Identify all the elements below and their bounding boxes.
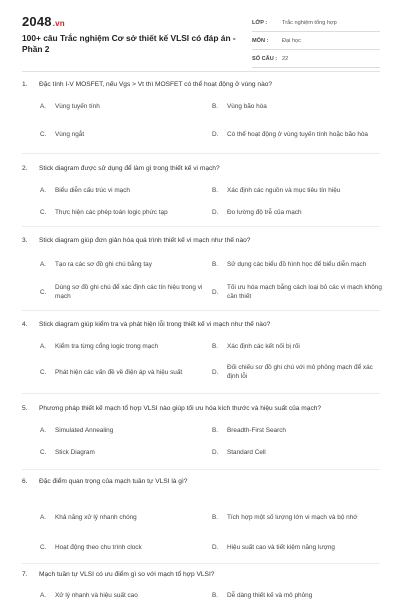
question-stem: Mạch tuần tự VLSI có ưu điểm gì so với mạch tổ hợp VLSI? [39, 571, 215, 578]
question-text [22, 404, 380, 413]
question-number: 5. [22, 405, 28, 412]
option-text: Đối chiếu sơ đồ ghi chú với mô phỏng mạch để xác định lỗi [227, 364, 373, 380]
option-text: Xác định các nguồn và mục tiêu tín hiệu [227, 186, 341, 194]
option-a[interactable] [40, 422, 212, 438]
option-text: Stick Diagram [55, 448, 95, 456]
option-text: Sử dụng các biểu đồ hình học để biểu diễn mạch [227, 260, 367, 268]
question-number: 4. [22, 321, 28, 328]
option-c[interactable] [40, 539, 212, 555]
option-c[interactable] [40, 362, 212, 382]
option-c[interactable] [40, 124, 212, 144]
logo-suffix: .vn [52, 19, 65, 28]
option-letter: A. [40, 260, 47, 268]
option-letter: B. [212, 342, 219, 350]
option-b[interactable] [212, 254, 384, 274]
meta-value: Trắc nghiệm tổng hợp [282, 19, 337, 26]
meta-key: SỐ CÂU : [252, 55, 278, 62]
option-text: Vùng tuyến tính [55, 102, 100, 110]
option-letter: C. [40, 368, 47, 376]
option-b[interactable] [212, 182, 384, 198]
option-d[interactable] [212, 204, 384, 220]
option-text: Đo lường độ trễ của mạch [227, 208, 302, 216]
option-letter: D. [212, 208, 219, 216]
option-b[interactable] [212, 590, 384, 600]
option-d[interactable] [212, 124, 384, 144]
option-letter: A. [40, 186, 47, 194]
question-divider [22, 563, 380, 564]
option-text: Simulated Annealing [55, 426, 114, 434]
option-letter: A. [40, 513, 47, 521]
option-letter: C. [40, 208, 47, 216]
option-a[interactable] [40, 338, 212, 354]
option-a[interactable] [40, 182, 212, 198]
option-text: Xác định các kết nối bị rối [227, 342, 300, 350]
question-stem: Stick diagram được sử dụng để làm gì trong thiết kế vi mạch? [39, 165, 220, 172]
meta-row-subject [252, 32, 380, 50]
option-letter: C. [40, 288, 47, 296]
option-letter: A. [40, 426, 47, 434]
question-text [22, 80, 380, 89]
question-text [22, 236, 380, 245]
option-letter: D. [212, 543, 219, 551]
option-letter: B. [212, 260, 219, 268]
option-text: Vùng bão hòa [227, 102, 267, 110]
option-letter: D. [212, 368, 219, 376]
question-stem: Phương pháp thiết kế mạch tổ hợp VLSI nào giúp tối ưu hóa kích thước và hiệu suất của mạch? [39, 405, 322, 412]
option-d[interactable] [212, 362, 384, 382]
logo-text: 2048 [22, 14, 52, 29]
option-text: Dễ dàng thiết kế và mô phỏng [227, 591, 313, 599]
option-d[interactable] [212, 539, 384, 555]
option-letter: D. [212, 130, 219, 138]
option-text: Xử lý nhanh và hiệu suất cao [55, 591, 138, 599]
question-number: 3. [22, 237, 28, 244]
option-text: Hiệu suất cao và tiết kiệm năng lượng [227, 543, 335, 551]
option-b[interactable] [212, 338, 384, 354]
option-a[interactable] [40, 590, 212, 600]
question-text [22, 477, 380, 486]
option-c[interactable] [40, 444, 212, 460]
question-stem: Đặc điểm quan trọng của mạch tuần tự VLSI là gì? [39, 478, 188, 485]
question-number: 2. [22, 165, 28, 172]
option-text: Breadth-First Search [227, 426, 286, 434]
option-text: Thực hiện các phép toán logic phức tạp [55, 208, 168, 216]
option-c[interactable] [40, 282, 212, 302]
option-text: Standard Cell [227, 448, 266, 456]
option-text: Tạo ra các sơ đồ ghi chú bằng tay [55, 260, 152, 268]
meta-value: 22 [282, 55, 289, 62]
question-divider [22, 153, 380, 154]
meta-row-class [252, 14, 380, 32]
option-a[interactable] [40, 507, 212, 527]
question-divider [22, 310, 380, 311]
document-title: 100+ câu Trắc nghiệm Cơ sở thiết kế VLSI có đáp án - Phần 2 [22, 33, 236, 54]
site-logo[interactable] [22, 14, 65, 29]
option-text: Tích hợp một số lượng lớn vi mạch và bộ nhớ [227, 513, 358, 521]
option-d[interactable] [212, 444, 384, 460]
document-meta [252, 14, 380, 68]
option-letter: D. [212, 448, 219, 456]
question-stem: Đặc tính I-V MOSFET, nếu Vgs > Vt thì MOSFET có thể hoạt động ở vùng nào? [39, 81, 273, 88]
option-c[interactable] [40, 204, 212, 220]
option-letter: C. [40, 130, 47, 138]
question-divider [22, 226, 380, 227]
meta-key: MÔN : [252, 37, 269, 44]
option-letter: A. [40, 591, 47, 599]
option-a[interactable] [40, 98, 212, 114]
option-text: Biểu diễn cấu trúc vi mạch [55, 186, 130, 194]
meta-key: LỚP : [252, 19, 268, 26]
option-letter: C. [40, 543, 47, 551]
header-divider [22, 71, 380, 72]
question-number: 6. [22, 478, 28, 485]
option-text: Có thể hoạt động ở vùng tuyến tính hoặc bão hòa [227, 130, 368, 138]
question-divider [22, 469, 380, 470]
option-letter: B. [212, 426, 219, 434]
option-d[interactable] [212, 282, 384, 302]
question-divider [22, 393, 380, 394]
option-text: Kiểm tra từng cổng logic trong mạch [55, 342, 159, 350]
question-stem: Stick diagram giúp kiểm tra và phát hiện lỗi trong thiết kế vi mạch như thế nào? [39, 321, 271, 328]
option-text: Dùng sơ đồ ghi chú để xác định các tín hiệu trong vi mạch [55, 284, 203, 300]
question-number: 7. [22, 571, 28, 578]
option-letter: B. [212, 102, 219, 110]
option-a[interactable] [40, 254, 212, 274]
option-letter: B. [212, 513, 219, 521]
option-letter: B. [212, 591, 219, 599]
option-text: Khả năng xử lý nhanh chóng [55, 513, 137, 521]
option-letter: D. [212, 288, 219, 296]
question-stem: Stick diagram giúp đơn giản hóa quá trình thiết kế vi mạch như thế nào? [39, 237, 251, 244]
meta-value: Đại học [282, 37, 301, 44]
meta-row-count [252, 50, 380, 68]
option-letter: A. [40, 342, 47, 350]
option-letter: B. [212, 186, 219, 194]
question-number: 1. [22, 81, 28, 88]
option-letter: C. [40, 448, 47, 456]
option-text: Tối ưu hóa mạch bằng cách loại bỏ các vi mạch không cần thiết [227, 284, 382, 300]
option-letter: A. [40, 102, 47, 110]
question-text [22, 570, 380, 579]
option-b[interactable] [212, 98, 384, 114]
document-header [0, 0, 400, 68]
option-b[interactable] [212, 507, 384, 527]
option-text: Phát hiện các vấn đề về điện áp và hiệu suất [55, 368, 183, 376]
question-text [22, 164, 380, 173]
option-text: Vùng ngắt [55, 130, 85, 138]
option-b[interactable] [212, 422, 384, 438]
question-text [22, 320, 380, 329]
option-text: Hoạt động theo chu trình clock [55, 543, 142, 551]
